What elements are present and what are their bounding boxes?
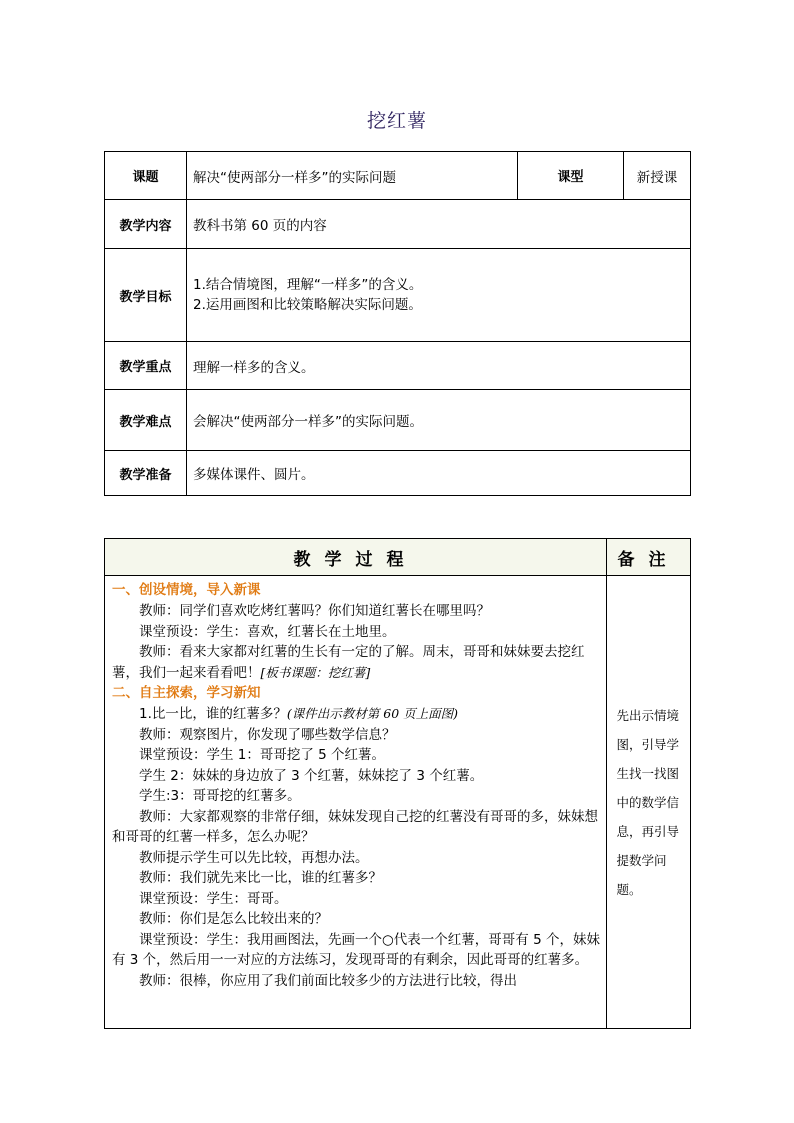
courseware-note: (课件出示教材第 60 页上面图) [286,706,458,721]
process-line: 课堂预设：学生：哥哥。 [139,890,288,907]
topic-value: 解决“使两部分一样多”的实际问题 [187,152,518,200]
goal-2: 2.运用画图和比较策略解决实际问题。 [193,297,422,313]
process-line: 学生 2：妹妹的身边放了 3 个红薯，妹妹挖了 3 个红薯。 [139,767,484,784]
section-1-heading: 一、创设情境，导入新课 [112,582,261,598]
difficulty-label: 教学难点 [105,390,187,451]
notes-cell [607,576,691,1029]
type-label: 课型 [518,152,624,200]
prep-row [105,451,691,496]
lesson-info-table [104,151,691,496]
difficulty-value: 会解决“使两部分一样多”的实际问题。 [187,390,691,451]
process-text: 1.比一比，谁的红薯多？ [139,706,287,722]
process-line: 课堂预设：学生：喜欢，红薯长在土地里。 [139,623,396,640]
topic-row [105,152,691,200]
process-line: 教师：同学们喜欢吃烤红薯吗？你们知道红薯长在哪里吗？ [139,603,490,619]
teaching-process-table [104,538,691,1029]
key-label: 教学重点 [105,342,187,390]
process-body [105,576,607,1029]
process-line: 学生:3：哥哥挖的红薯多。 [139,788,301,804]
process-line: 教师：很棒，你应用了我们前面比较多少的方法进行比较，得出 [139,972,517,989]
key-value: 理解一样多的含义。 [187,342,691,390]
process-header-row [105,539,691,576]
topic-label: 课题 [105,152,187,200]
process-line: 教师：我们就先来比一比，谁的红薯多？ [139,870,382,886]
goals-row [105,249,691,342]
difficulty-row [105,390,691,451]
process-line: 教师：你们是怎么比较出来的？ [139,911,328,927]
process-line: 教师提示学生可以先比较，再想办法。 [139,849,369,866]
board-note: [板书课题：挖红薯] [260,664,371,680]
prep-label: 教学准备 [105,451,187,496]
process-line [112,704,600,725]
process-header: 教学过程 [105,539,607,576]
process-line: 课堂预设：学生：我用画图法，先画一个○代表一个红薯，哥哥有 5 个，妹妹有 3 个，然后用一一对应的方法练习，发现哥哥的有剩余，因此哥哥的红薯多。 [112,931,600,968]
content-row [105,200,691,249]
prep-value: 多媒体课件、圆片。 [187,451,691,496]
process-line: 教师：观察图片，你发现了哪些数学信息？ [139,726,396,743]
content-label: 教学内容 [105,200,187,249]
notes-header: 备注 [607,539,691,576]
process-text: 教师：看来大家都对红薯的生长有一定的了解。周末，哥哥和妹妹要去挖红薯，我们一起来看看吧！ [112,644,585,681]
goal-1: 1.结合情境图，理解“一样多”的含义。 [193,277,423,293]
process-body-row [105,576,691,1029]
process-line: 课堂预设：学生 1：哥哥挖了 5 个红薯。 [139,747,386,763]
page-title: 挖红薯 [366,110,427,132]
note-text: 先出示情境图，引导学生找一找图中的数学信息，再引导提数学问题。 [616,707,680,897]
goals-label: 教学目标 [105,249,187,342]
section-2-heading: 二、自主探索，学习新知 [112,685,261,701]
type-value: 新授课 [624,152,691,200]
goals-value [187,249,691,342]
process-line [112,642,600,683]
key-row [105,342,691,390]
process-line: 教师：大家都观察的非常仔细，妹妹发现自己挖的红薯没有哥哥的多，妹妹想和哥哥的红薯一样多，怎么办呢？ [112,808,598,845]
content-value: 教科书第 60 页的内容 [187,200,691,249]
